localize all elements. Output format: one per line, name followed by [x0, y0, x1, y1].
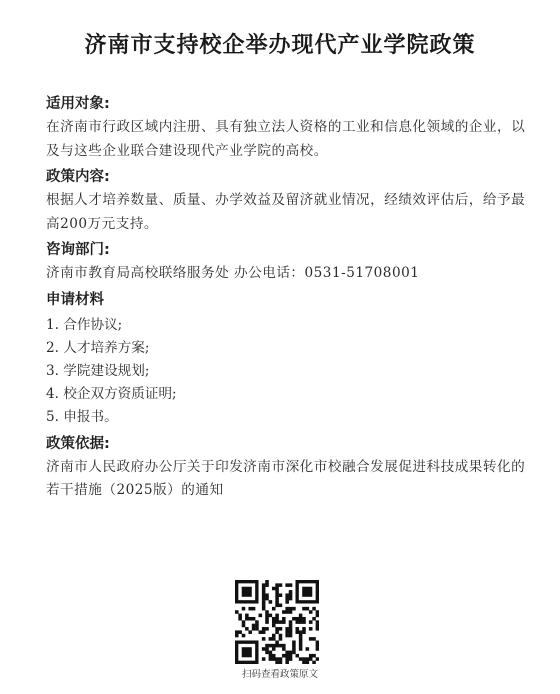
list-item: 3. 学院建设规划; — [46, 362, 150, 379]
list-item: 1. 合作协议; — [46, 316, 123, 333]
list-item: 2. 人才培养方案; — [46, 339, 150, 356]
policy-text: 根据人才培养数量、质量、办学效益及留济就业情况，经绩效评估后，给予最高200万元支持。 — [46, 192, 526, 232]
target-heading: 适用对象: — [46, 96, 110, 112]
contact-text: 济南市教育局高校联络服务处 办公电话：0531-51708001 — [46, 265, 420, 281]
policy-content — [46, 93, 536, 506]
contact-heading: 咨询部门: — [46, 242, 110, 258]
materials-heading: 申请材料 — [46, 291, 104, 308]
page-title: 济南市支持校企举办现代产业学院政策 — [84, 33, 476, 58]
qr-code-icon[interactable] — [235, 580, 319, 664]
policy-heading: 政策内容: — [46, 169, 110, 185]
list-item: 4. 校企双方资质证明; — [46, 385, 177, 402]
basis-text: 济南市人民政府办公厅关于印发济南市深化市校融合发展促进科技成果转化的若干措施（2025版）的通知 — [46, 458, 526, 498]
qr-caption: 扫码查看政策原文 — [241, 669, 318, 680]
qr-code-graphic — [235, 580, 319, 664]
target-text: 在济南市行政区域内注册、具有独立法人资格的工业和信息化领域的企业，以及与这些企业联合建设现代产业学院的高校。 — [46, 119, 526, 159]
basis-heading: 政策依据: — [46, 435, 110, 452]
list-item: 5. 申报书。 — [46, 408, 118, 425]
materials-list — [46, 314, 536, 429]
